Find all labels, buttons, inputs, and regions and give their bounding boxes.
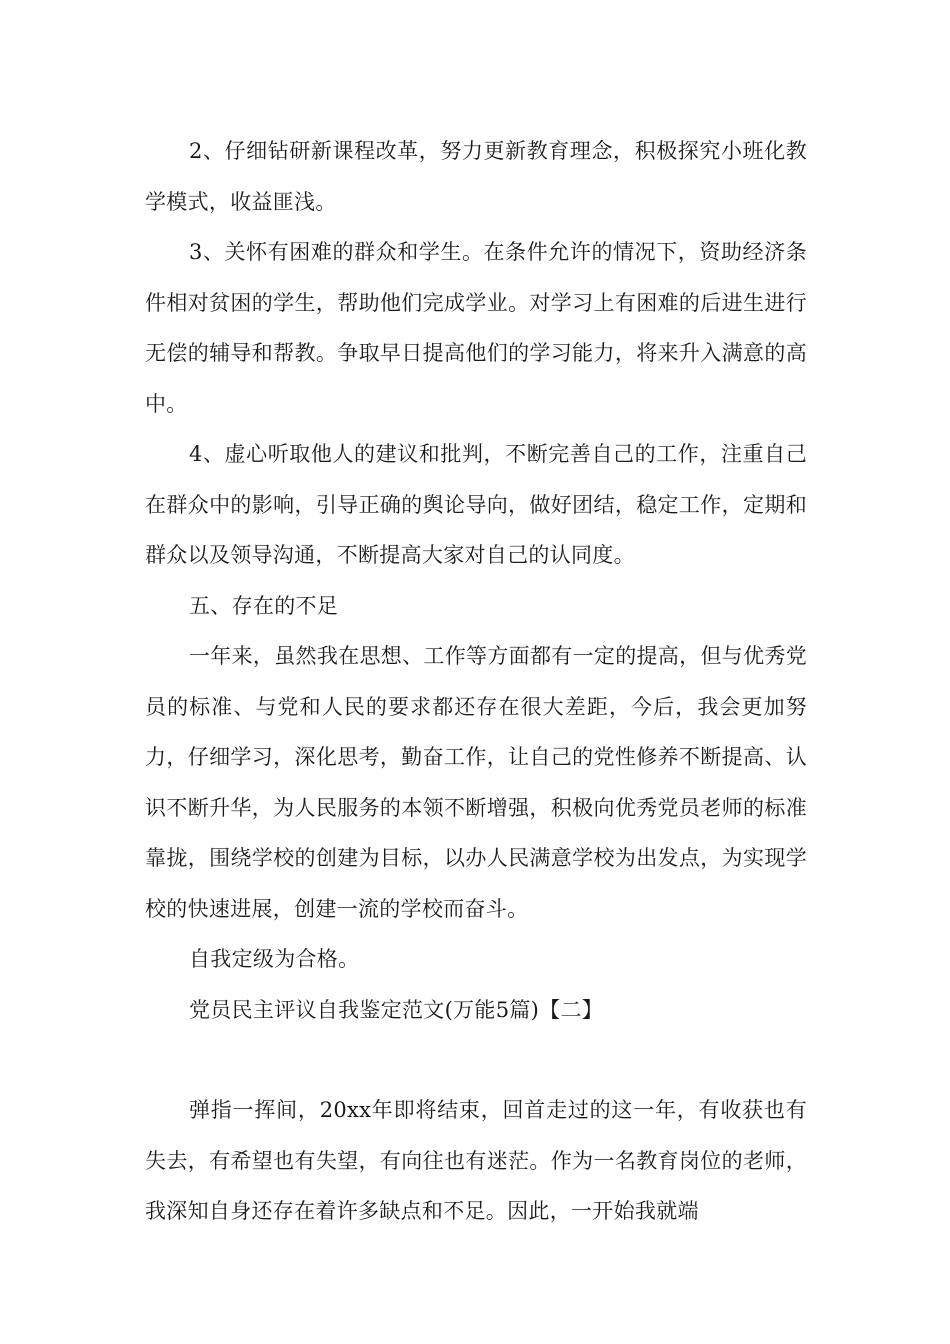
paragraph-item-4: 4、虚心听取他人的建议和批判，不断完善自己的工作，注重自己在群众中的影响，引导正确的舆论导向，做好团结，稳定工作，定期和群众以及领导沟通，不断提高大家对自己的认同度。	[145, 442, 807, 567]
paragraph-item-3: 3、关怀有困难的群众和学生。在条件允许的情况下，资助经济条件相对贫困的学生，帮助他们完成学业。对学习上有困难的后进生进行无偿的辅导和帮教。争取早日提高他们的学习能力，将来升入满意的高中。	[145, 240, 807, 416]
section-heading: 五、存在的不足	[189, 593, 339, 618]
paragraph-self-rating: 自我定级为合格。	[189, 947, 360, 971]
paragraph-item-2: 2、仔细钻研新课程改革，努力更新教育理念，积极探究小班化教学模式，收益匪浅。	[145, 139, 807, 214]
article-title: 党员民主评议自我鉴定范文(万能5篇)【二】	[189, 997, 604, 1022]
blank-line	[145, 1035, 807, 1085]
paragraph-intro: 弹指一挥间，20xx年即将结束，回首走过的这一年，有收获也有失去，有希望也有失望，有向往也有迷茫。作为一名教育岗位的老师，我深知自身还存在着许多缺点和不足。因此，一开始我就端	[145, 1098, 807, 1223]
document-body	[145, 126, 807, 1237]
paragraph-shortcomings: 一年来，虽然我在思想、工作等方面都有一定的提高，但与优秀党员的标准、与党和人民的要求都还存在很大差距，今后，我会更加努力，仔细学习，深化思考，勤奋工作，让自己的党性修养不断提高、认识不断升华，为人民服务的本领不断增强，积极向优秀党员老师的标准靠拢，围绕学校的创建为目标，以办人民满意学校为出发点，为实现学校的快速进展，创建一流的学校而奋斗。	[145, 644, 807, 921]
